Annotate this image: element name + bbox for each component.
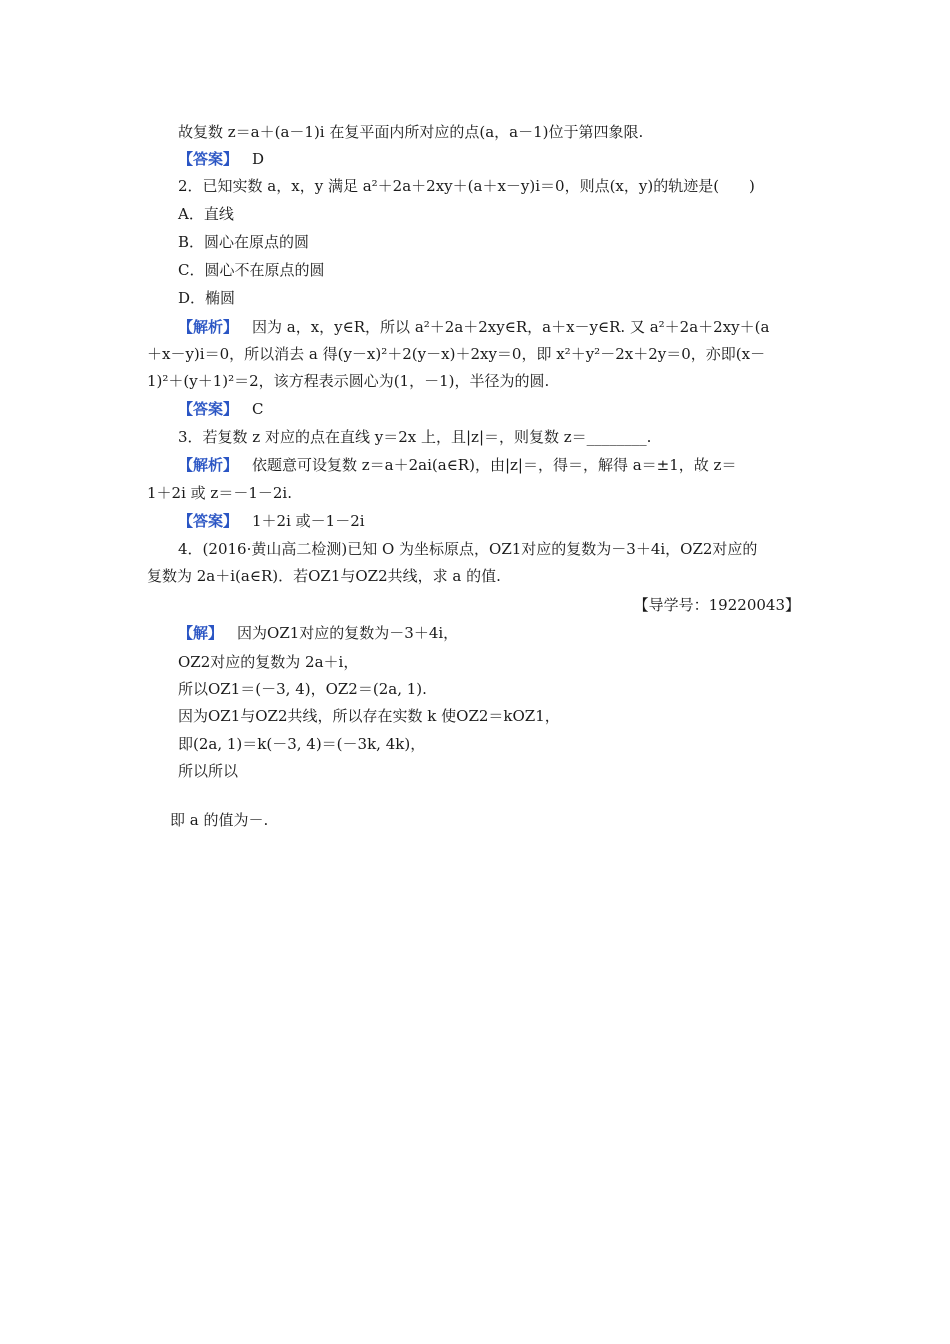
guide-number: 【导学号：19220043】 <box>633 596 800 614</box>
analysis-tag: 【解析】 <box>178 456 239 474</box>
solution-text: 因为OZ1对应的复数为－3＋4i， <box>237 624 459 642</box>
answer-line-1 <box>178 148 264 170</box>
text-line: OZ2对应的复数为 2a＋i， <box>178 653 359 671</box>
text-line: 所以OZ1＝(－3, 4)，OZ2＝(2a, 1). <box>178 680 427 698</box>
question-4: 4．(2016·黄山高二检测)已知 O 为坐标原点，OZ1对应的复数为－3＋4i，OZ2对应的 <box>178 540 758 558</box>
text-line: ＋x－y)i＝0，所以消去 a 得(y－x)²＋2(y－x)＋2xy＝0，即 x²＋y²－2x＋2y＝0，亦即(x－ <box>147 345 766 363</box>
analysis-line-2 <box>178 316 769 338</box>
text-line: 1)²＋(y＋1)²＝2，该方程表示圆心为(1，－1)，半径为的圆. <box>147 372 550 390</box>
solution-line-4 <box>178 622 458 644</box>
text-line: 即(2a, 1)＝k(－3, 4)＝(－3k, 4k)， <box>178 735 426 753</box>
text-line: 1＋2i 或 z＝－1－2i. <box>147 484 292 502</box>
question-2: 2．已知实数 a，x，y 满足 a²＋2a＋2xy＋(a＋x－y)i＝0，则点(x，y)的轨迹是( ) <box>178 177 755 195</box>
analysis-text: 依题意可设复数 z＝a＋2ai(a∈R)，由|z|＝，得＝，解得 a＝±1，故 z＝ <box>252 456 737 474</box>
option-c: C．圆心不在原点的圆 <box>178 261 325 279</box>
answer-value: C <box>252 400 264 418</box>
question-3: 3．若复数 z 对应的点在直线 y＝2x 上，且|z|＝，则复数 z＝________. <box>178 428 652 446</box>
answer-line-3 <box>178 510 365 532</box>
text-line: 所以所以 <box>178 762 239 780</box>
answer-tag: 【答案】 <box>178 400 239 418</box>
text-line: 故复数 z＝a＋(a－1)i 在复平面内所对应的点(a，a－1)位于第四象限. <box>178 123 644 141</box>
text-line: 因为OZ1与OZ2共线，所以存在实数 k 使OZ2＝kOZ1， <box>178 707 560 725</box>
answer-line-2 <box>178 398 264 420</box>
option-b: B．圆心在原点的圆 <box>178 233 310 251</box>
answer-value: D <box>252 150 265 168</box>
answer-value: 1＋2i 或－1－2i <box>252 512 365 530</box>
analysis-tag: 【解析】 <box>178 318 239 336</box>
analysis-line-3 <box>178 454 736 476</box>
solution-tag: 【解】 <box>178 624 224 642</box>
text-line: 复数为 2a＋i(a∈R)．若OZ1与OZ2共线，求 a 的值. <box>147 567 501 585</box>
analysis-text: 因为 a，x，y∈R，所以 a²＋2a＋2xy∈R，a＋x－y∈R. 又 a²＋2a＋2xy＋(a <box>252 318 770 336</box>
option-a: A．直线 <box>178 205 234 223</box>
option-d: D．椭圆 <box>178 289 236 307</box>
answer-tag: 【答案】 <box>178 150 239 168</box>
answer-tag: 【答案】 <box>178 512 239 530</box>
text-line: 即 a 的值为－. <box>170 811 269 829</box>
